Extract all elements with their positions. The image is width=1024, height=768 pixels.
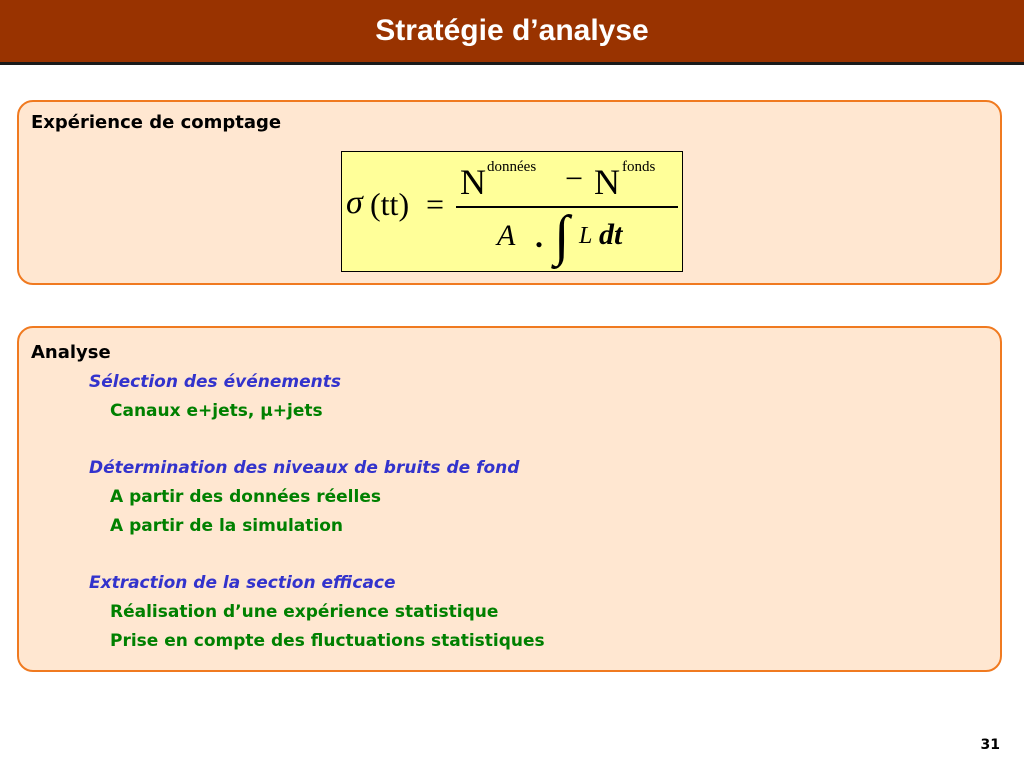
list-item: Canaux e+jets, μ+jets [110,401,323,421]
formula-sigma: σ [346,184,363,221]
section-title-event-selection: Sélection des événements [89,372,341,392]
formula-acceptance: A [497,219,516,252]
formula-dt: dt [599,218,623,251]
analysis-box [17,326,1002,672]
formula-dot: . [535,218,543,254]
section-title-cross-section-extraction: Extraction de la section efficace [89,573,396,593]
list-item: A partir des données réelles [110,487,381,507]
cross-section-formula [341,151,683,272]
formula-n-data-superscript: données [487,159,537,175]
formula-equals: = [426,186,445,222]
formula-n-data: N [460,162,486,202]
page-number: 31 [980,737,1000,753]
list-item: A partir de la simulation [110,516,343,536]
list-item: Prise en compte des fluctuations statistiques [110,631,545,651]
section-title-background-determination: Détermination des niveaux de bruits de fond [89,458,520,478]
formula-n-background: N [594,162,620,202]
counting-experiment-box [17,100,1002,285]
formula-n-background-superscript: fonds [622,159,656,175]
analysis-heading: Analyse [31,342,111,363]
formula-minus: − [565,160,584,196]
slide-title: Stratégie d’analyse [375,14,649,47]
list-item: Réalisation d’une expérience statistique [110,602,499,622]
formula-integral: ∫ [554,205,570,267]
formula-tt: (tt) [370,186,410,222]
counting-experiment-heading: Expérience de comptage [31,112,282,133]
formula-luminosity: L [579,223,593,249]
